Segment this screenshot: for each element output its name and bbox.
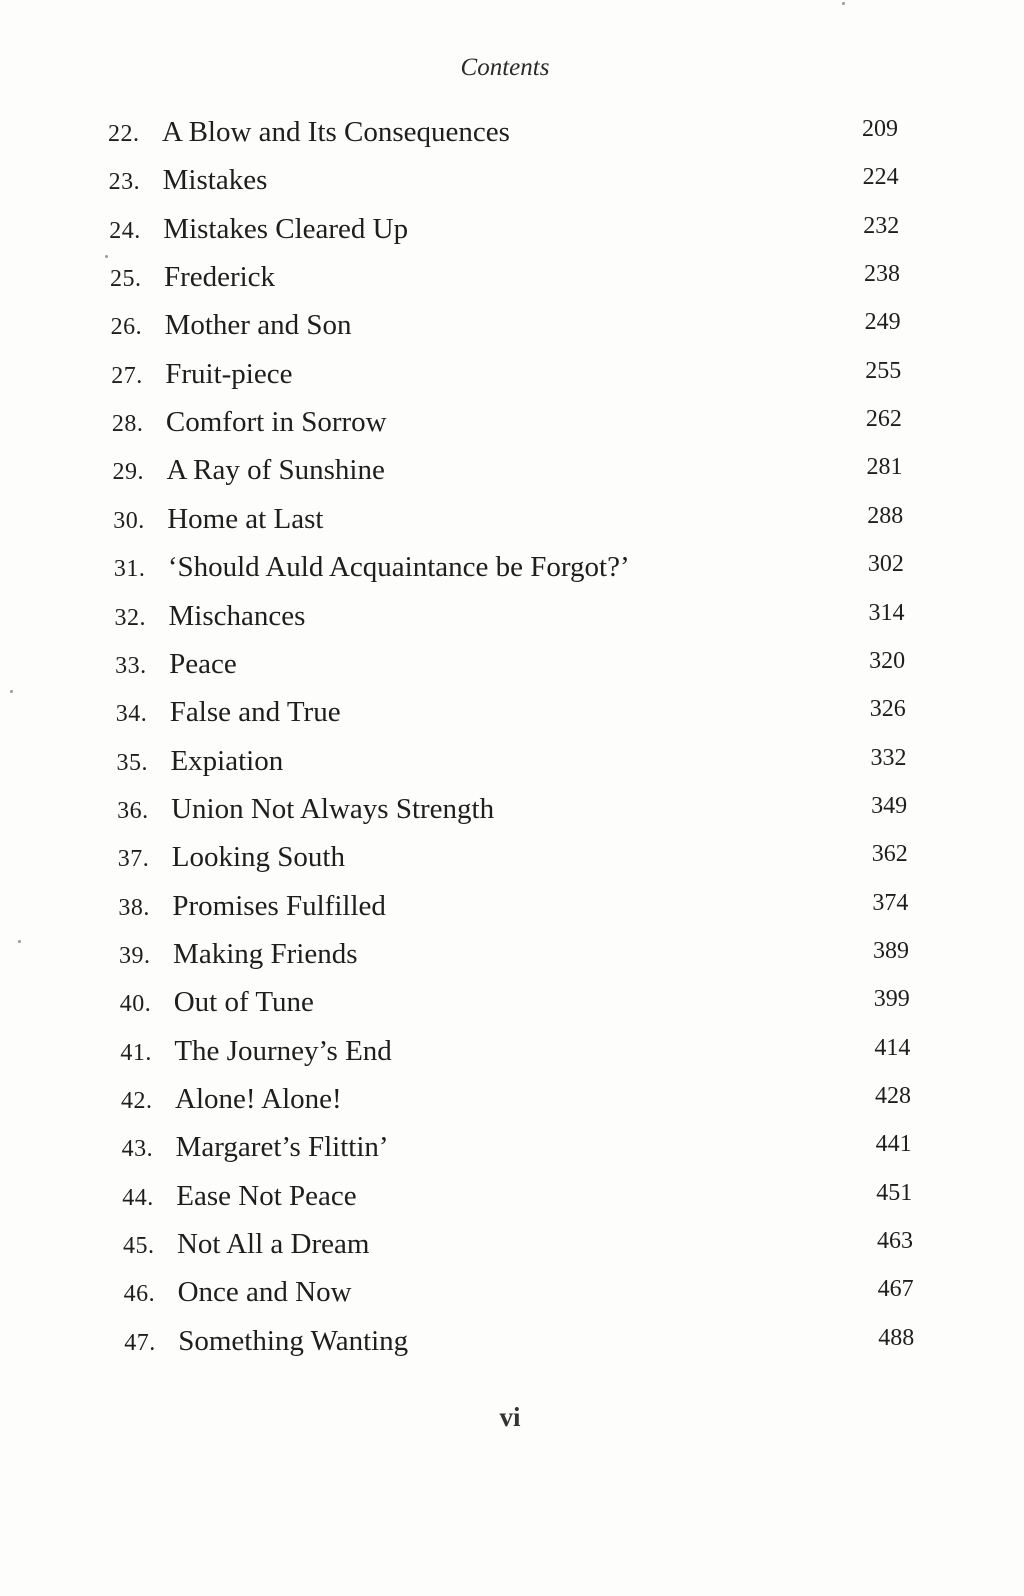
toc-entry [109, 160, 899, 200]
chapter-number: 36. [117, 797, 149, 824]
toc-entry [115, 596, 905, 636]
chapter-number: 37. [117, 846, 150, 873]
chapter-title: Home at Last [167, 502, 324, 535]
page-number: 262 [865, 406, 902, 433]
page-number: 326 [869, 696, 906, 723]
chapter-number: 40. [119, 991, 152, 1018]
page-number: 467 [877, 1276, 914, 1303]
chapter-title: Mischances [168, 599, 306, 632]
chapter-number: 28. [111, 411, 144, 438]
chapter-title: Out of Tune [173, 986, 314, 1019]
chapter-number: 38. [118, 894, 150, 921]
chapter-number: 33. [115, 652, 147, 679]
chapter-title: Margaret’s Flittin’ [175, 1131, 389, 1164]
chapter-title: Looking South [171, 841, 345, 874]
toc-entry [116, 692, 906, 732]
toc-entry [110, 257, 900, 297]
toc-entry [120, 1031, 910, 1071]
chapter-number: 42. [121, 1088, 153, 1114]
page-number: 320 [869, 647, 906, 674]
running-head: Contents [460, 54, 550, 81]
paper-speck [18, 940, 21, 943]
page-number: 332 [870, 744, 907, 771]
toc-entry [122, 1127, 912, 1167]
toc-entry [124, 1321, 914, 1361]
chapter-number: 45. [122, 1233, 155, 1260]
paper-speck [10, 690, 13, 693]
toc-entry [115, 644, 905, 684]
page-number: 302 [867, 551, 904, 578]
toc-entry [122, 1176, 912, 1216]
chapter-number: 34. [115, 701, 148, 728]
chapter-number: 39. [119, 942, 151, 969]
chapter-number: 47. [124, 1329, 156, 1356]
chapter-title: A Ray of Sunshine [166, 454, 385, 487]
page-number: 288 [867, 502, 904, 529]
page-number: 249 [864, 309, 901, 336]
chapter-title: Making Friends [173, 937, 358, 970]
toc-entry [120, 982, 910, 1022]
page-number: 349 [871, 792, 908, 819]
page-number: 238 [863, 261, 900, 288]
page-number: 463 [876, 1228, 913, 1255]
toc-entry [108, 112, 898, 152]
chapter-number: 41. [120, 1039, 152, 1066]
paper-speck [842, 2, 845, 5]
chapter-title: The Journey’s End [174, 1034, 392, 1067]
toc-entry [111, 354, 901, 394]
chapter-title: ‘Should Auld Acquaintance be Forgot?’ [167, 551, 630, 584]
toc-entry [118, 886, 908, 926]
chapter-number: 43. [121, 1136, 154, 1163]
chapter-number: 46. [123, 1281, 156, 1308]
chapter-title: Mother and Son [164, 309, 352, 342]
chapter-title: Peace [169, 647, 237, 680]
toc-entry [112, 402, 902, 442]
page-number: 374 [872, 889, 909, 916]
chapter-number: 30. [113, 507, 145, 534]
page-number: 232 [863, 212, 900, 239]
chapter-number: 23. [108, 169, 141, 196]
chapter-number: 22. [108, 121, 140, 147]
chapter-title: Mistakes [162, 164, 268, 197]
chapter-number: 26. [110, 314, 143, 341]
page-number: 488 [878, 1324, 915, 1351]
page-number: 224 [862, 164, 899, 191]
chapter-number: 44. [122, 1184, 154, 1211]
page-number: 362 [871, 841, 908, 868]
page-folio: vi [499, 1402, 521, 1432]
chapter-number: 35. [116, 749, 148, 776]
chapter-title: Once and Now [177, 1276, 352, 1309]
page-number: 414 [874, 1034, 911, 1061]
page-number: 441 [875, 1131, 912, 1158]
chapter-title: Alone! Alone! [175, 1083, 342, 1115]
table-of-contents [108, 112, 915, 1382]
chapter-number: 29. [112, 459, 145, 486]
toc-entry [124, 1272, 914, 1312]
page-number: 428 [875, 1083, 911, 1109]
toc-entry [113, 450, 903, 490]
chapter-title: Comfort in Sorrow [165, 406, 387, 439]
chapter-title: Ease Not Peace [176, 1179, 357, 1212]
chapter-title: Frederick [163, 261, 276, 294]
toc-entry [111, 305, 901, 345]
chapter-number: 27. [111, 362, 143, 389]
toc-entry [109, 209, 899, 249]
page-number: 399 [873, 986, 910, 1013]
toc-entry [119, 934, 909, 974]
chapter-title: Expiation [170, 744, 284, 777]
page-number: 255 [865, 357, 902, 384]
toc-entry [114, 547, 904, 587]
chapter-title: Union Not Always Strength [171, 792, 495, 825]
chapter-number: 32. [114, 604, 146, 631]
page-number: 281 [866, 454, 903, 481]
chapter-title: Promises Fulfilled [172, 889, 386, 922]
toc-entry [123, 1224, 913, 1264]
page-number: 209 [862, 116, 898, 142]
page-number: 389 [873, 937, 910, 964]
toc-entry [121, 1079, 911, 1119]
chapter-title: False and True [169, 696, 341, 729]
chapter-title: Fruit-piece [165, 357, 293, 390]
page-number: 451 [876, 1179, 913, 1206]
toc-entry [117, 789, 907, 829]
paper-speck [105, 255, 108, 258]
chapter-number: 25. [109, 266, 142, 293]
chapter-title: Not All a Dream [176, 1228, 370, 1261]
chapter-number: 31. [113, 556, 146, 583]
chapter-number: 24. [109, 217, 141, 244]
toc-entry [118, 837, 908, 877]
page-number: 314 [868, 599, 905, 626]
toc-entry [116, 741, 906, 781]
chapter-title: Mistakes Cleared Up [163, 212, 409, 245]
toc-entry [113, 499, 903, 539]
chapter-title: Something Wanting [178, 1324, 409, 1357]
chapter-title: A Blow and Its Consequences [162, 116, 510, 148]
